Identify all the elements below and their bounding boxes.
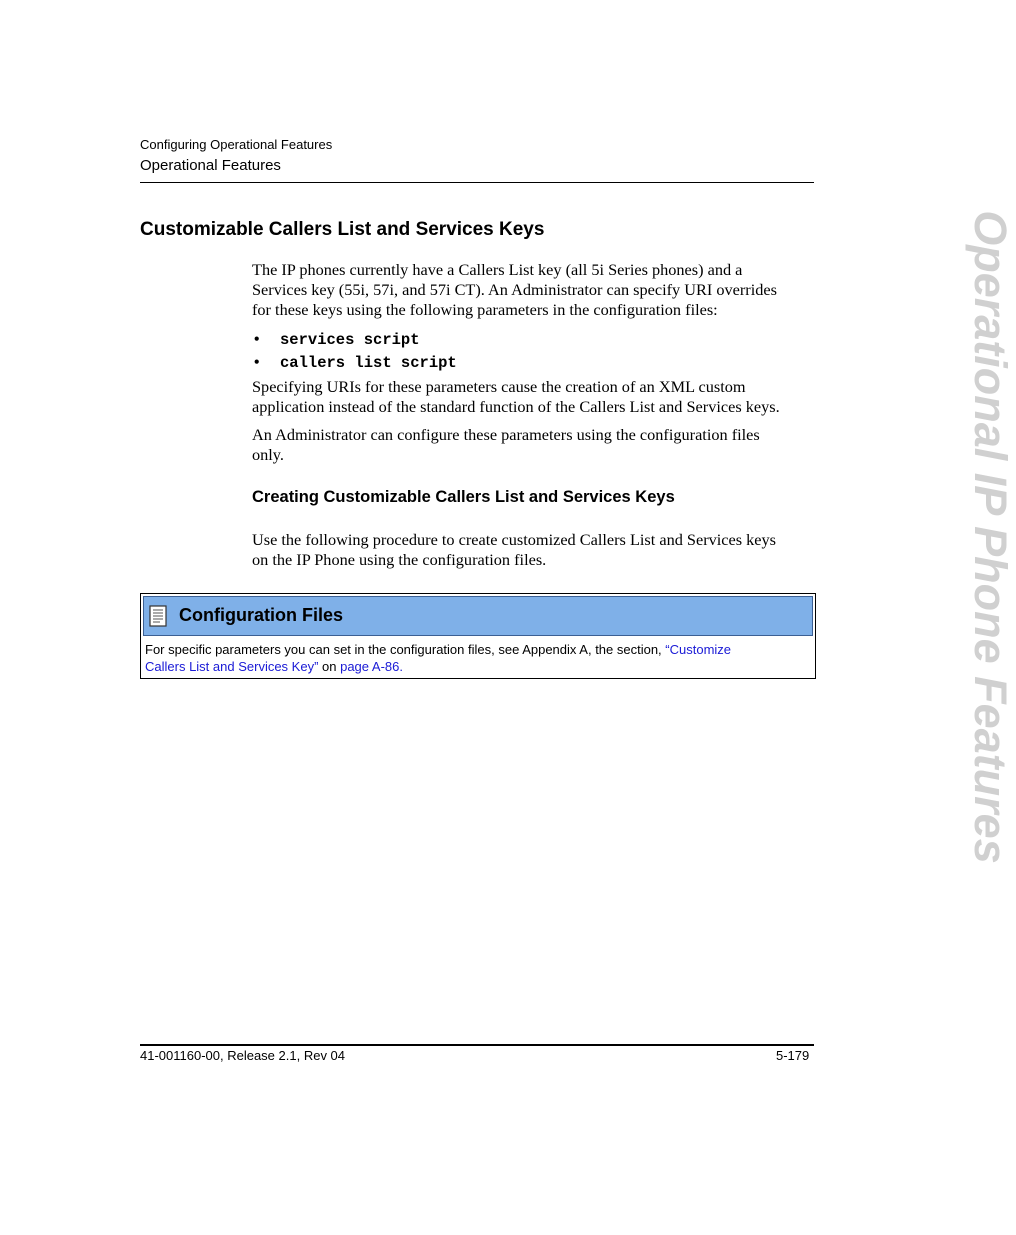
running-header-chapter: Configuring Operational Features — [140, 137, 333, 152]
footer-page-number: 5-179 — [776, 1048, 810, 1063]
header-divider — [140, 182, 814, 183]
callout-text-mid: on — [318, 659, 341, 674]
section-heading: Customizable Callers List and Services Keys — [140, 219, 545, 240]
parameter-name: services script — [280, 331, 420, 349]
customize-section-link[interactable]: “Customize — [665, 642, 732, 657]
page-reference-link[interactable]: page A-86 — [340, 659, 400, 674]
footer-document-id: 41-001160-00, Release 2.1, Rev 04 — [140, 1048, 346, 1063]
running-header-section: Operational Features — [140, 157, 281, 174]
document-icon — [149, 605, 167, 627]
paragraph — [252, 377, 814, 417]
side-chapter-title: Operational IP Phone Features — [965, 210, 1016, 864]
customize-section-link-cont[interactable]: Callers List and Services Key” — [145, 659, 319, 674]
parameter-name: callers list script — [280, 354, 457, 372]
paragraph — [252, 425, 814, 465]
procedure-paragraph — [252, 530, 814, 570]
configuration-files-callout — [140, 593, 816, 679]
callout-text-start: For specific parameters you can set in the configuration files, see Appendix A, the section, — [145, 642, 666, 657]
intro-line: The IP phones currently have a Callers List key (all 5i Series phones) and a — [252, 260, 743, 279]
callout-text-end: . — [399, 659, 403, 674]
bullet-item — [254, 354, 457, 372]
paragraph-line: only. — [252, 445, 284, 464]
intro-line: for these keys using the following parameters in the configuration files: — [252, 300, 718, 319]
bullet-marker: • — [254, 331, 260, 348]
callout-text — [145, 641, 805, 675]
intro-line: Services key (55i, 57i, and 57i CT). An Administrator can specify URI overrides — [252, 280, 777, 299]
paragraph-line: An Administrator can configure these parameters using the configuration files — [252, 425, 760, 444]
footer-divider — [140, 1044, 814, 1046]
subsection-heading: Creating Customizable Callers List and Services Keys — [252, 488, 675, 506]
callout-title: Configuration Files — [179, 605, 343, 625]
intro-paragraph — [252, 260, 814, 320]
paragraph-line: Use the following procedure to create customized Callers List and Services keys — [252, 530, 776, 549]
paragraph-line: Specifying URIs for these parameters cause the creation of an XML custom — [252, 377, 746, 396]
callout-title-bar — [143, 596, 813, 636]
paragraph-line: on the IP Phone using the configuration files. — [252, 550, 547, 569]
paragraph-line: application instead of the standard function of the Callers List and Services keys. — [252, 397, 780, 416]
bullet-marker: • — [254, 354, 260, 371]
bullet-item — [254, 331, 420, 349]
